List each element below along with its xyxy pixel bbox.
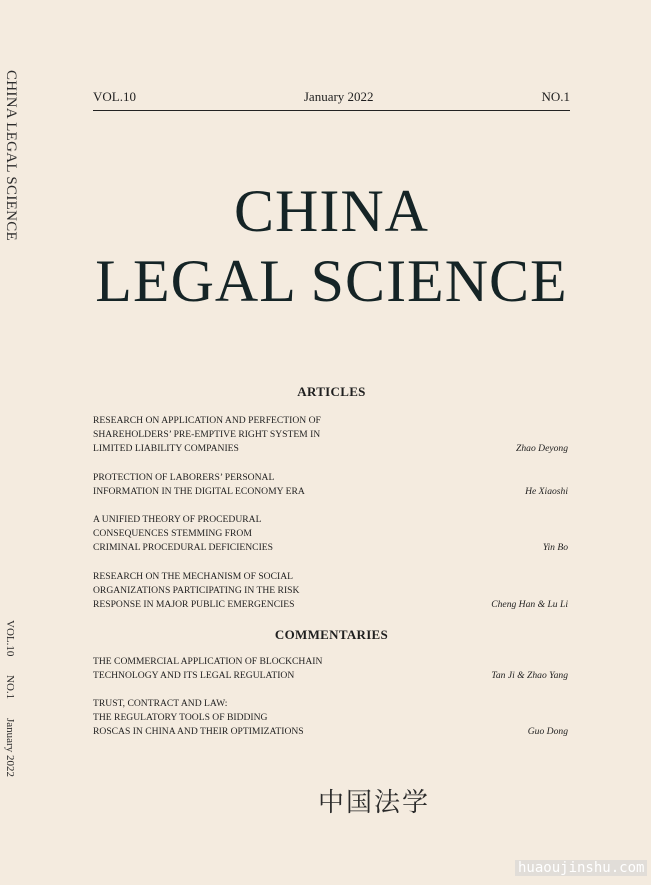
spine-date: January 2022 bbox=[4, 718, 16, 777]
article-author: Yin Bo bbox=[542, 542, 568, 554]
article-title-line: ORGANIZATIONS PARTICIPATING IN THE RISK bbox=[93, 585, 300, 597]
article-title-line: PROTECTION OF LABORERS’ PERSONAL bbox=[93, 472, 275, 483]
commentaries-heading: COMMENTARIES bbox=[274, 627, 389, 642]
commentary-title-line: TECHNOLOGY AND ITS LEGAL REGULATION bbox=[93, 670, 295, 682]
article-entry bbox=[93, 513, 570, 556]
article-title-line: CRIMINAL PROCEDURAL DEFICIENCIES bbox=[93, 542, 273, 554]
commentary-title-line: THE COMMERCIAL APPLICATION OF BLOCKCHAIN bbox=[93, 656, 323, 667]
commentary-title-line: ROSCAS IN CHINA AND THEIR OPTIMIZATIONS bbox=[93, 726, 304, 738]
spine-issue-info bbox=[4, 620, 16, 777]
article-title-line: SHAREHOLDERS’ PRE-EMPTIVE RIGHT SYSTEM IN bbox=[93, 429, 321, 441]
journal-title-line1: CHINA bbox=[234, 178, 429, 244]
site-watermark: huaoujinshu.com bbox=[515, 860, 647, 876]
article-author: Cheng Han & Lu Li bbox=[491, 599, 568, 611]
commentary-title-line: THE REGULATORY TOOLS OF BIDDING bbox=[93, 712, 268, 724]
spine-volume: VOL.10 bbox=[4, 620, 16, 657]
article-title-line: CONSEQUENCES STEMMING FROM bbox=[93, 528, 252, 540]
commentary-author: Guo Dong bbox=[527, 726, 568, 738]
spine-title: CHINA LEGAL SCIENCE bbox=[3, 70, 19, 241]
article-entry bbox=[93, 414, 570, 457]
article-title-line: RESPONSE IN MAJOR PUBLIC EMERGENCIES bbox=[93, 599, 295, 611]
issue-number: NO.1 bbox=[541, 89, 570, 104]
commentary-entry bbox=[93, 655, 570, 683]
issue-header bbox=[93, 89, 570, 111]
article-title-line: INFORMATION IN THE DIGITAL ECONOMY ERA bbox=[93, 486, 305, 498]
issue-volume: VOL.10 bbox=[93, 89, 136, 104]
articles-heading: ARTICLES bbox=[297, 384, 366, 399]
commentary-title-line: TRUST, CONTRACT AND LAW: bbox=[93, 698, 228, 709]
commentary-entry bbox=[93, 697, 570, 740]
article-entry bbox=[93, 570, 570, 613]
spine-number: NO.1 bbox=[4, 675, 16, 700]
commentary-author: Tan Ji & Zhao Yang bbox=[491, 670, 568, 682]
article-author: Zhao Deyong bbox=[516, 443, 568, 455]
journal-title-line2: LEGAL SCIENCE bbox=[95, 248, 568, 314]
article-title-line: RESEARCH ON APPLICATION AND PERFECTION OF bbox=[93, 415, 321, 426]
article-title-line: RESEARCH ON THE MECHANISM OF SOCIAL bbox=[93, 571, 293, 582]
article-title-line: LIMITED LIABILITY COMPANIES bbox=[93, 443, 239, 455]
chinese-calligraphy-logo: 中国法学 bbox=[318, 788, 431, 818]
issue-date: January 2022 bbox=[303, 89, 374, 104]
article-entry bbox=[93, 471, 570, 499]
article-author: He Xiaoshi bbox=[525, 486, 568, 498]
article-title-line: A UNIFIED THEORY OF PROCEDURAL bbox=[93, 514, 262, 525]
